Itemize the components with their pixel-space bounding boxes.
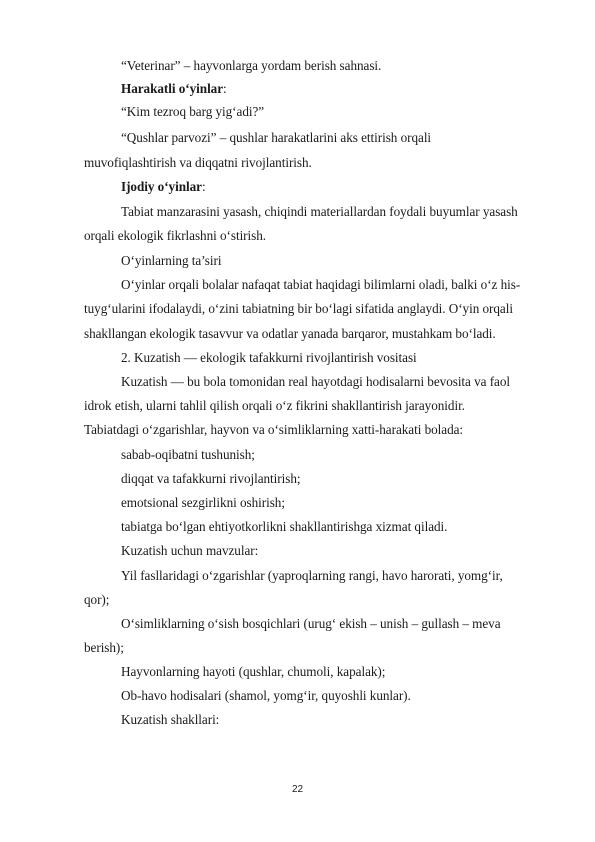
- bold-heading: Ijodiy o‘yinlar: [121, 179, 202, 194]
- list-item: diqqat va tafakkurni rivojlantirish;: [121, 471, 301, 486]
- text-line: Kuzatish — bu bola tomonidan real hayotdagi hodisalarni bevosita va faol: [121, 374, 510, 389]
- text-line: shakllangan ekologik tasavvur va odatlar yanada barqaror, mustahkam bo‘ladi.: [84, 326, 496, 341]
- text-line: muvofiqlashtirish va diqqatni rivojlantirish.: [84, 155, 312, 170]
- bold-heading: Harakatli o‘yinlar: [121, 81, 224, 96]
- text-line: “Kim tezroq barg yig‘adi?”: [121, 104, 265, 119]
- list-item: emotsional sezgirlikni oshirish;: [121, 495, 285, 510]
- text-line: Kuzatish uchun mavzular:: [121, 543, 259, 558]
- text-line: “Veterinar” – hayvonlarga yordam berish sahnasi.: [121, 58, 382, 73]
- text-line: Tabiatdagi o‘zgarishlar, hayvon va o‘simliklarning xatti-harakati bolada:: [84, 422, 464, 437]
- text-line: O‘yinlar orqali bolalar nafaqat tabiat haqidagi bilimlarni oladi, balki o‘z his-: [121, 277, 521, 292]
- heading-colon: :: [223, 81, 227, 96]
- list-item-continuation: qor);: [84, 592, 110, 607]
- text-line: “Qushlar parvozi” – qushlar harakatlarini aks ettirish orqali: [121, 130, 432, 145]
- text-line: orqali ekologik fikrlashni o‘stirish.: [84, 228, 267, 243]
- heading-line: [121, 179, 206, 195]
- text-line: idrok etish, ularni tahlil qilish orqali o‘z fikrini shakllantirish jarayonidir.: [84, 398, 465, 413]
- text-line: O‘yinlarning ta’siri: [121, 253, 222, 268]
- list-item-continuation: berish);: [84, 640, 124, 655]
- heading-colon: :: [201, 179, 206, 194]
- list-item: tabiatga bo‘lgan ehtiyotkorlikni shakllantirishga xizmat qiladi.: [121, 519, 448, 534]
- heading-line: [121, 81, 227, 97]
- list-item: O‘simliklarning o‘sish bosqichlari (urug‘ ekish – unish – gullash – meva: [121, 616, 501, 631]
- list-item: Ob-havo hodisalari (shamol, yomg‘ir, quyoshli kunlar).: [121, 688, 411, 703]
- text-line: 2. Kuzatish — ekologik tafakkurni rivojlantirish vositasi: [121, 350, 417, 365]
- list-item: Yil fasllaridagi o‘zgarishlar (yaproqlarning rangi, havo harorati, yomg‘ir,: [121, 568, 503, 583]
- list-item: sabab-oqibatni tushunish;: [121, 447, 255, 462]
- page-number: 22: [291, 784, 304, 795]
- text-line: Kuzatish shakllari:: [121, 712, 220, 727]
- text-line: tuyg‘ularini ifodalaydi, o‘zini tabiatning bir bo‘lagi sifatida anglaydi. O‘yin orqali: [84, 301, 513, 316]
- text-line: Tabiat manzarasini yasash, chiqindi materiallardan foydali buyumlar yasash: [121, 204, 518, 219]
- list-item: Hayvonlarning hayoti (qushlar, chumoli, kapalak);: [121, 664, 386, 679]
